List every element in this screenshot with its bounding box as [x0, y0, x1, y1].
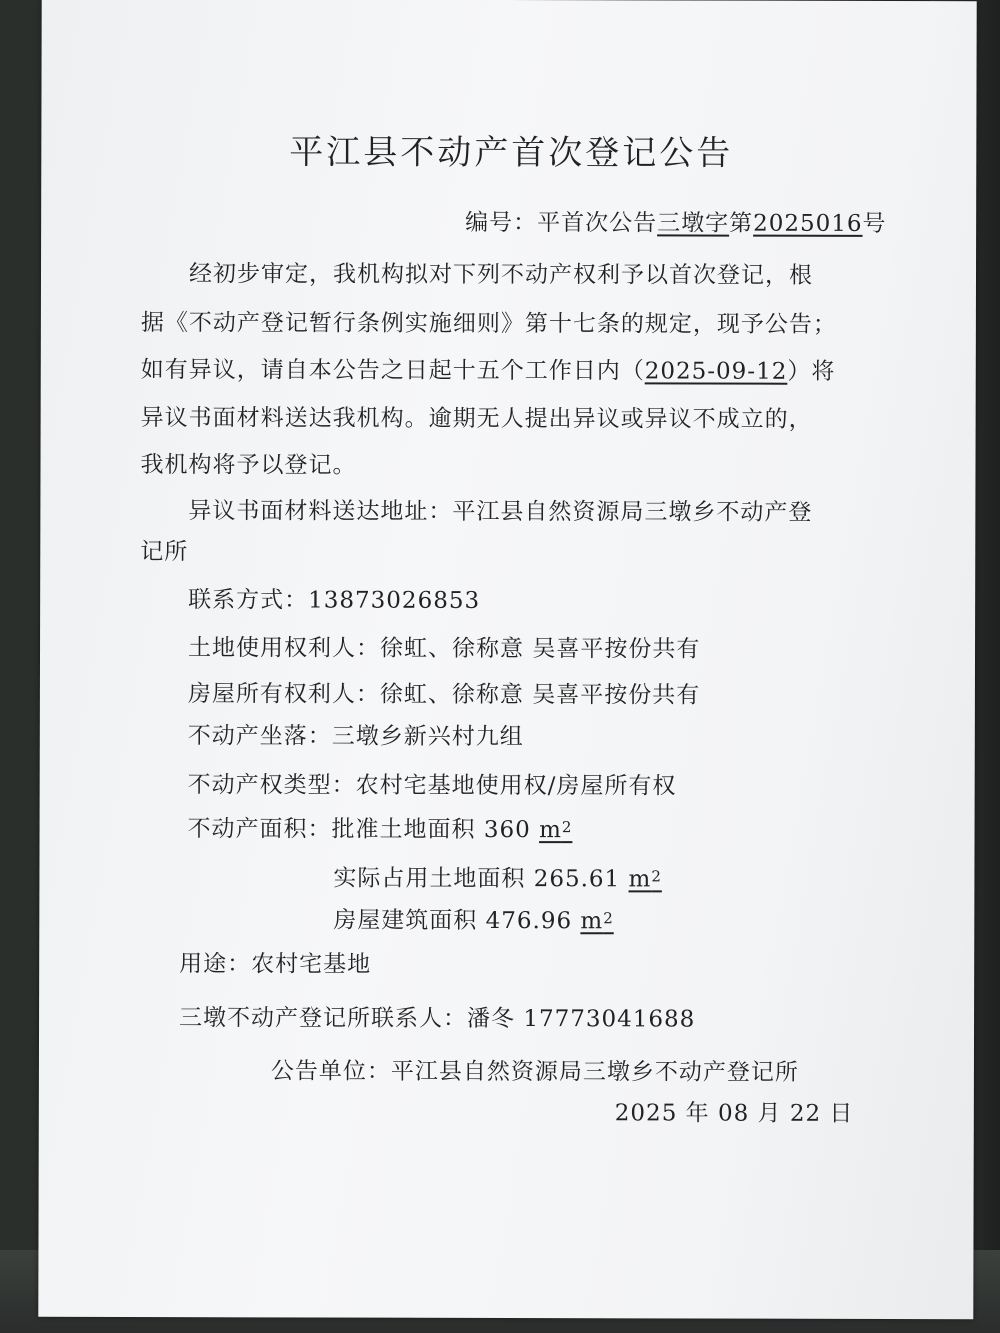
house-owner: 房屋所有权利人：徐虹、徐称意 吴喜平按份共有 — [187, 681, 701, 709]
address-line-1: 异议书面材料送达地址：平江县自然资源局三墩乡不动产登 — [188, 498, 813, 526]
address-line-2: 记所 — [140, 539, 189, 566]
body-line-2: 据《不动产登记暂行条例实施细则》第十七条的规定，现予公告； — [140, 310, 837, 338]
right-type: 不动产权类型：农村宅基地使用权/房屋所有权 — [187, 772, 677, 800]
notice-number: 编号：平首次公告三墩字第2025016号 — [465, 209, 887, 237]
contact-info: 联系方式：13873026853 — [188, 587, 481, 614]
usage: 用途：农村宅基地 — [179, 951, 372, 978]
registry-contact: 三墩不动产登记所联系人：潘冬 17773041688 — [179, 1005, 696, 1033]
body-line-1: 经初步审定，我机构拟对下列不动产权利予以首次登记，根 — [188, 261, 814, 289]
body-line-5: 我机构将予以登记。 — [140, 452, 357, 479]
land-right-holder: 土地使用权利人：徐虹、徐称意 吴喜平按份共有 — [187, 635, 701, 663]
area-building: 房屋建筑面积 476.96 $m^2$ — [333, 907, 614, 935]
notice-title: 平江县不动产首次登记公告 — [289, 132, 734, 174]
notice-date: 2025 年 08 月 22 日 — [614, 1100, 854, 1127]
objection-deadline: 2025-09-12 — [644, 358, 788, 385]
property-location: 不动产坐落：三墩乡新兴村九组 — [187, 723, 524, 751]
area-approved: 不动产面积：批准土地面积 360 $m^2$ — [187, 816, 573, 844]
body-line-4: 异议书面材料送达我机构。逾期无人提出异议或异议不成立的， — [140, 405, 813, 433]
body-line-3: 如有异议，请自本公告之日起十五个工作日内（2025-09-12）将 — [140, 357, 836, 385]
area-actual: 实际占用土地面积 265.61 $m^2$ — [333, 865, 662, 893]
notice-paper — [38, 0, 976, 1319]
issuer: 公告单位：平江县自然资源局三墩乡不动产登记所 — [270, 1058, 799, 1086]
